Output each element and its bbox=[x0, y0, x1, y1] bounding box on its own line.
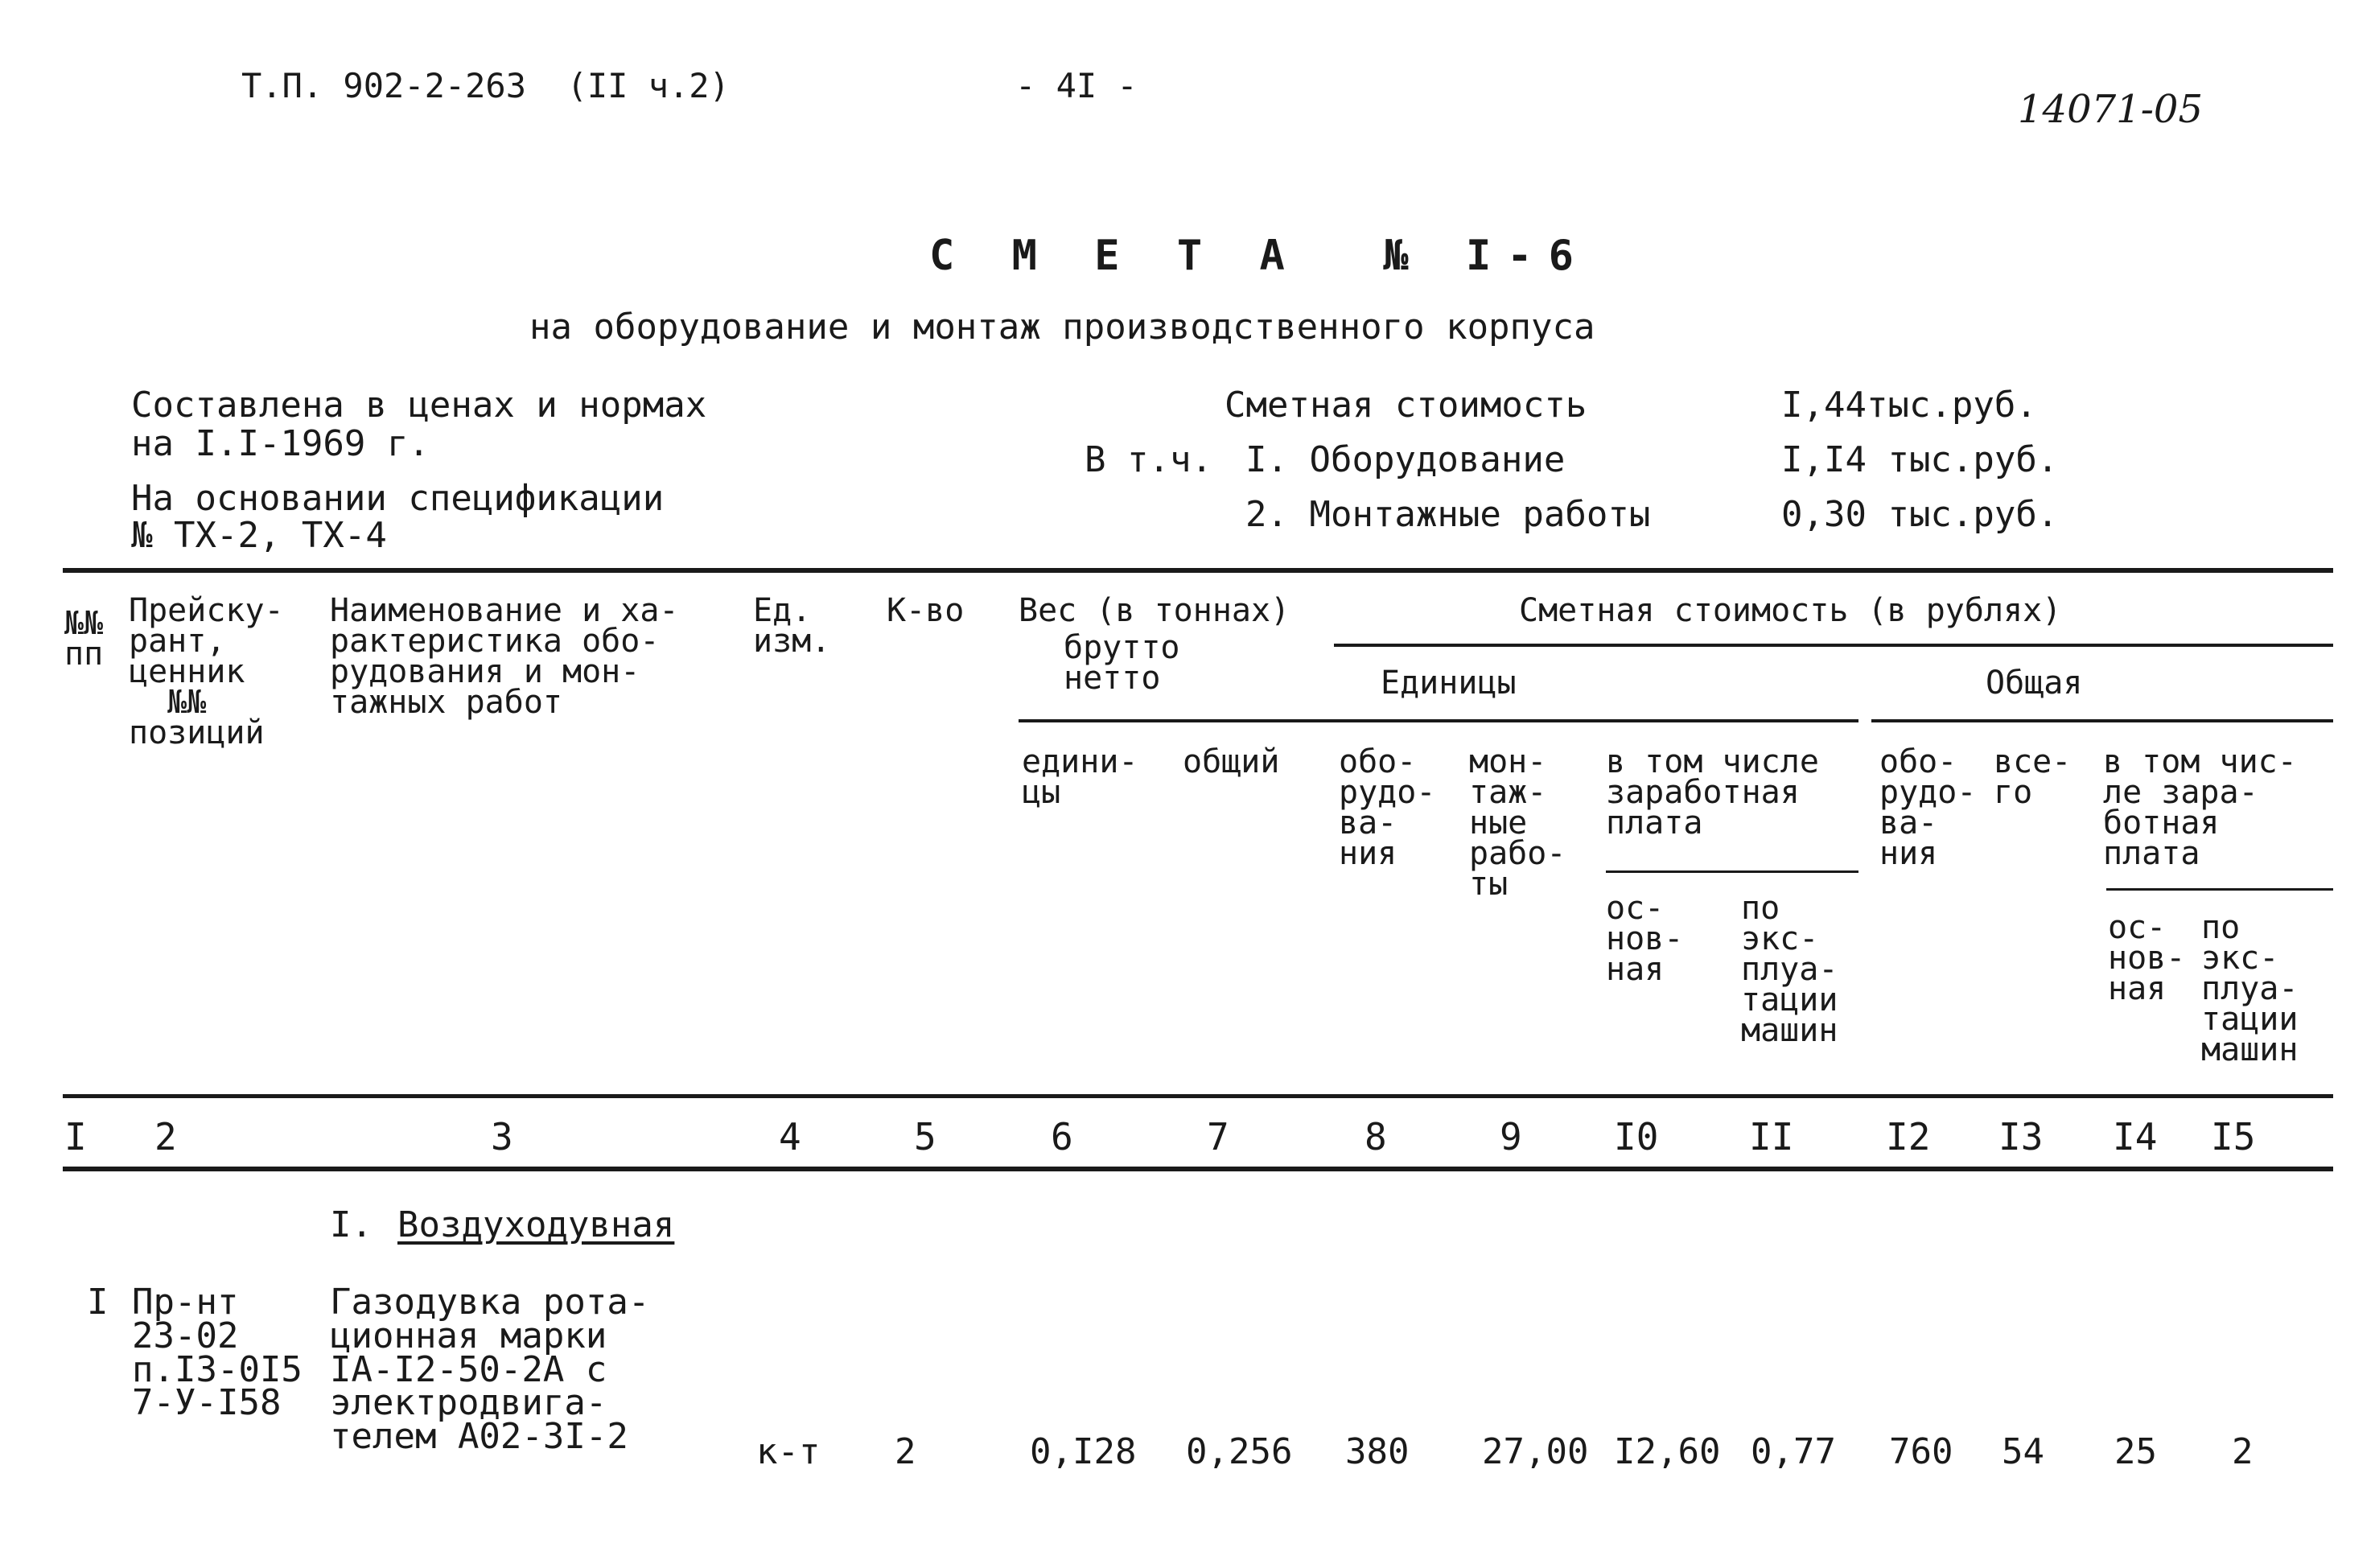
unit-cost-header: Единицы bbox=[1381, 665, 1517, 702]
doc-subtitle: на оборудование и монтаж производственного корпуса bbox=[529, 307, 1595, 348]
unit-divider-rule-left bbox=[1019, 719, 1858, 722]
colnum-10: I0 bbox=[1614, 1115, 1659, 1159]
colnum-15: I5 bbox=[2211, 1115, 2256, 1159]
colnum-12: I2 bbox=[1886, 1115, 1931, 1159]
row-total-all: 54 bbox=[2002, 1431, 2044, 1472]
col-unit-header: Ед. изм. bbox=[753, 592, 831, 660]
basis-line-2: № ТХ-2, ТХ-4 bbox=[131, 515, 387, 556]
page-number: - 4I - bbox=[1015, 66, 1138, 105]
wage-group-header: в том числе заработная плата bbox=[1606, 743, 1819, 842]
wage2-divider-rule bbox=[2106, 888, 2333, 891]
row-unit: к-т bbox=[756, 1431, 821, 1472]
col-total-all-header: все- го bbox=[1994, 743, 2072, 811]
cost-label: Сметная стоимость bbox=[1225, 385, 1587, 426]
colnum-3: 3 bbox=[491, 1115, 513, 1159]
row-number: I bbox=[87, 1282, 109, 1323]
col-equipment-header: обо- рудо- ва- ния bbox=[1339, 743, 1436, 872]
cost-value: I,44тыс.руб. bbox=[1781, 385, 2037, 426]
col-total-wage-machine-header: по экс- плуа- тации машин bbox=[2201, 909, 2299, 1068]
row-weight-unit: 0,I28 bbox=[1030, 1431, 1137, 1472]
col-wage-machine-header: по экс- плуа- тации машин bbox=[1741, 890, 1838, 1049]
row-total-wage-base: 25 bbox=[2114, 1431, 2157, 1472]
colnum-7: 7 bbox=[1207, 1115, 1229, 1159]
colnum-8: 8 bbox=[1364, 1115, 1387, 1159]
colnum-5: 5 bbox=[914, 1115, 936, 1159]
section-number: I. bbox=[330, 1204, 373, 1245]
col-total-wage-base-header: ос- нов- ная bbox=[2108, 909, 2186, 1007]
colnum-2: 2 bbox=[154, 1115, 177, 1159]
section-title: Воздуходувная bbox=[397, 1204, 675, 1245]
compiled-line-1: Составлена в ценах и нормах bbox=[131, 385, 707, 426]
colnum-1: I bbox=[64, 1115, 87, 1159]
mounting-value: 0,30 тыс.руб. bbox=[1781, 494, 2059, 535]
col-qty-header: К-во bbox=[887, 592, 965, 629]
colnum-14: I4 bbox=[2113, 1115, 2158, 1159]
doc-title: С М Е Т А № I-6 bbox=[929, 232, 1590, 280]
basis-line-1: На основании спецификации bbox=[131, 478, 665, 519]
row-total-equipment: 760 bbox=[1889, 1431, 1953, 1472]
col-mounting-header: мон- таж- ные рабо- ты bbox=[1469, 743, 1566, 903]
handwritten-code: 14071-05 bbox=[2018, 87, 2203, 132]
total-cost-header: Общая bbox=[1986, 665, 2083, 702]
row-equipment: 380 bbox=[1345, 1431, 1410, 1472]
row-total-wage-machine: 2 bbox=[2232, 1431, 2254, 1472]
col-wage-base-header: ос- нов- ная bbox=[1606, 890, 1684, 988]
colnum-9: 9 bbox=[1500, 1115, 1522, 1159]
wage2-group-header: в том чис- ле зара- ботная плата bbox=[2103, 743, 2297, 872]
cost-header: Сметная стоимость (в рублях) bbox=[1519, 592, 2062, 629]
table-top-rule bbox=[63, 568, 2333, 573]
wage-divider-rule bbox=[1606, 870, 1858, 873]
colnum-6: 6 bbox=[1051, 1115, 1073, 1159]
row-price-ref: Пр-нт 23-02 п.I3-0I5 7-У-I58 bbox=[132, 1282, 303, 1424]
colnum-4: 4 bbox=[779, 1115, 801, 1159]
row-qty: 2 bbox=[895, 1431, 916, 1472]
weight-header: Вес (в тоннах) bbox=[1019, 592, 1290, 629]
colnum-11: II bbox=[1749, 1115, 1794, 1159]
equipment-value: I,I4 тыс.руб. bbox=[1781, 439, 2059, 480]
col-number-header: №№ пп bbox=[64, 605, 104, 673]
cost-divider-rule bbox=[1334, 644, 2333, 647]
compiled-line-2: на I.I-1969 г. bbox=[131, 423, 430, 464]
col-name-header: Наименование и ха- рактеристика обо- рудования и мон- тажных работ bbox=[330, 592, 679, 721]
colnum-13: I3 bbox=[1998, 1115, 2044, 1159]
col-total-equipment-header: обо- рудо- ва- ния bbox=[1879, 743, 1977, 872]
header-bottom-rule bbox=[63, 1094, 2333, 1098]
row-mounting: 27,00 bbox=[1482, 1431, 1589, 1472]
numbers-bottom-rule bbox=[63, 1167, 2333, 1171]
unit-divider-rule-right bbox=[1871, 719, 2333, 722]
equipment-label: I. Оборудование bbox=[1245, 439, 1566, 480]
col-weight-unit-header: едини- цы bbox=[1022, 743, 1138, 811]
incl-prefix: В т.ч. bbox=[1085, 439, 1212, 480]
mounting-label: 2. Монтажные работы bbox=[1245, 494, 1651, 535]
row-name: Газодувка рота- ционная марки IA-I2-50-2A с электродвига- телем А02-3I-2 bbox=[330, 1282, 650, 1458]
col-price-header: Прейску- рант, ценник №№ позиций bbox=[129, 592, 284, 751]
col-weight-total-header: общий bbox=[1183, 743, 1280, 780]
row-weight-total: 0,256 bbox=[1186, 1431, 1293, 1472]
row-wage-base: I2,60 bbox=[1614, 1431, 1721, 1472]
doc-code: Т.П. 902-2-263 (II ч.2) bbox=[241, 66, 730, 105]
row-wage-machine: 0,77 bbox=[1751, 1431, 1836, 1472]
weight-sub-header: брутто нетто bbox=[1064, 629, 1180, 697]
